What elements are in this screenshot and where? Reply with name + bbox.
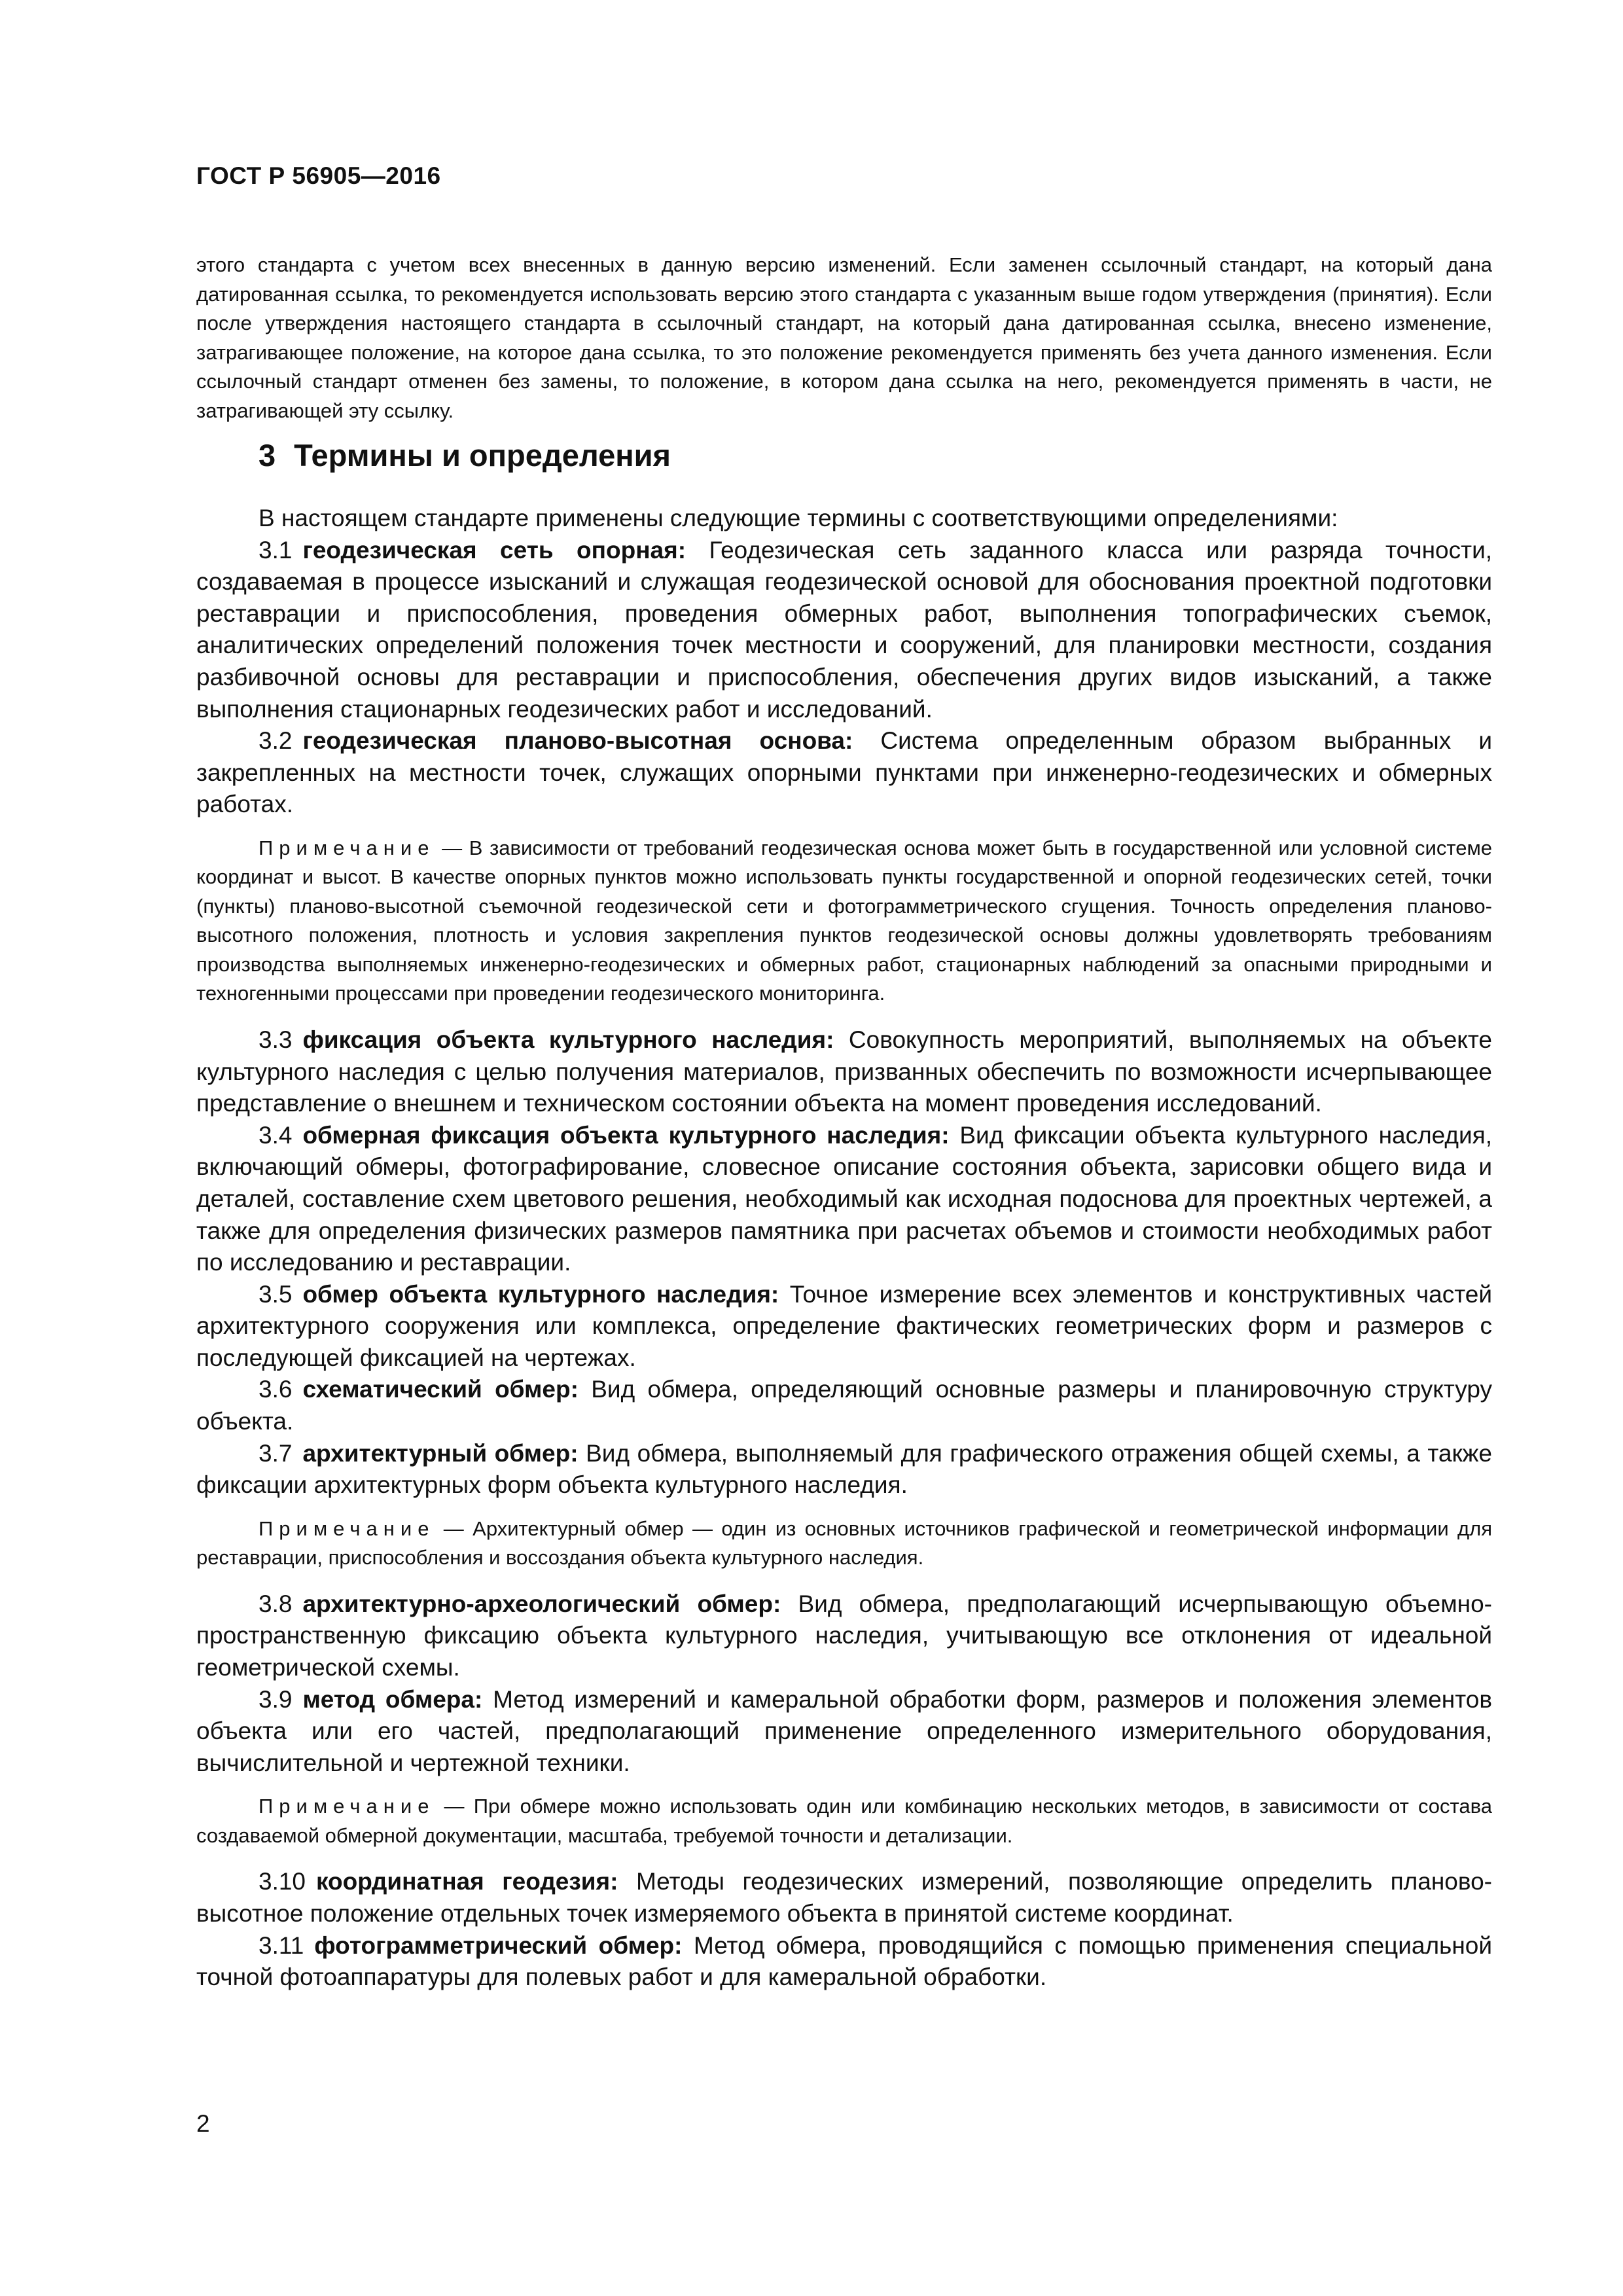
term-definition: Вид фиксации объекта культурного наследия, включающий обмеры, фотографирование, словесное описание состояния объекта, зарисовки общего вида и деталей, составление схем цветового решения, необходимый как исходная подоснова для проектных чертежей, а также для определения физических размеров памятника при расчетах объемов и стоимости необходимых работ по исследованию и реставрации.	[196, 1121, 1493, 1276]
term-3-10	[196, 1866, 1492, 1929]
term-3-11	[196, 1930, 1492, 1994]
section-heading	[259, 437, 671, 473]
term-definition: Вид обмера, выполняемый для графического отражения общей схемы, а также фиксации архитектурных форм объекта культурного наследия.	[196, 1439, 1492, 1499]
note-label: Примечание	[259, 836, 435, 859]
term-number: 3.7	[259, 1439, 293, 1467]
term-name: фиксация объекта культурного наследия:	[302, 1026, 834, 1053]
lead-paragraph: В настоящем стандарте применены следующие термины с соответствующими определениями:	[259, 505, 1338, 531]
term-name: координатная геодезия:	[316, 1868, 618, 1895]
term-3-1	[196, 535, 1492, 726]
term-definition: Система определенным образом выбранных и закрепленных на местности точек, служащих опорными пунктами при инженерно-геодезических и обмерных работах.	[196, 727, 1493, 818]
note-dash: —	[435, 1516, 473, 1540]
term-number: 3.9	[259, 1685, 293, 1713]
term-3-9	[196, 1684, 1492, 1780]
term-3-4	[196, 1120, 1492, 1279]
terms-body	[196, 503, 1492, 1994]
section-number: 3	[259, 438, 276, 473]
term-number: 3.8	[259, 1590, 293, 1617]
note-label: Примечание	[259, 1795, 435, 1818]
note-text: В зависимости от требований геодезическая основа может быть в государственной или условной системе координат и высот. В качестве опорных пунктов можно использовать пункты государственной и опорной геодезических сетей, точки (пункты) планово-высотной съемочной геодезической сети и фотограмметрического сгущения. Точность определения планово-высотного положения, плотность и условия закрепления пунктов геодезической основы должны удовлетворять требованиям производства выполняемых инженерно-геодезических и обмерных работ, стационарных наблюдений за опасными природными и техногенными процессами при проведении геодезического мониторинга.	[196, 836, 1492, 1005]
term-number: 3.5	[259, 1280, 293, 1308]
term-3-8	[196, 1588, 1492, 1684]
document-code-header: ГОСТ Р 56905—2016	[196, 162, 441, 189]
term-3-7	[196, 1438, 1492, 1501]
term-name: геодезическая сеть опорная:	[302, 536, 687, 564]
note-label: Примечание	[259, 1516, 435, 1540]
term-name: обмер объекта культурного наследия:	[302, 1280, 779, 1308]
term-number: 3.4	[259, 1121, 293, 1149]
term-name: метод обмера:	[302, 1685, 483, 1713]
term-name: архитектурный обмер:	[302, 1439, 579, 1467]
term-number: 3.10	[259, 1868, 306, 1895]
term-3-3	[196, 1024, 1492, 1120]
note-text: При обмере можно использовать один или комбинацию нескольких методов, в зависимости от состава создаваемой обмерной документации, масштаба, требуемой точности и детализации.	[196, 1795, 1492, 1847]
term-number: 3.11	[259, 1931, 304, 1959]
term-number: 3.3	[259, 1026, 293, 1053]
term-definition: Геодезическая сеть заданного класса или разряда точности, создаваемая в процессе изысканий и служащая геодезической основой для обоснования проектной подготовки реставрации и приспособления, проведения обмерных работ, выполнения топографических съемок, аналитических определений положения точек местности и сооружений, для планировки местности, создания разбивочной основы для реставрации и приспособления, обеспечения других видов изысканий, а также выполнения стационарных геодезических работ и исследований.	[196, 536, 1493, 723]
term-definition: Метод измерений и камеральной обработки форм, размеров и положения элементов объекта или его частей, предполагающий применение определенного измерительного оборудования, вычислительной и чертежной техники.	[196, 1685, 1492, 1776]
term-definition: Точное измерение всех элементов и конструктивных частей архитектурного сооружения или комплекса, определение фактических геометрических форм и размеров с последующей фиксацией на чертежах.	[196, 1280, 1493, 1371]
intro-paragraph: этого стандарта с учетом всех внесенных в данную версию изменений. Если заменен ссылочный стандарт, на который дана датированная ссылка, то рекомендуется использовать версию этого стандарта с указанным выше годом утверждения (принятия). Если после утверждения настоящего стандарта в ссылочный стандарт, на который дана датированная ссылка, внесено изменение, затрагивающее положение, на которое дана ссылка, то это положение рекомендуется применять без учета данного изменения. Если ссылочный стандарт отменен без замены, то положение, в котором дана ссылка на него, рекомендуется применять в части, не затрагивающей эту ссылку.	[196, 253, 1492, 422]
note-text: Архитектурный обмер — один из основных источников графической и геометрической информации для реставрации, приспособления и воссоздания объекта культурного наследия.	[196, 1516, 1492, 1570]
term-definition: Совокупность мероприятий, выполняемых на объекте культурного наследия с целью получения материалов, призванных обеспечить по возможности исчерпывающее представление о внешнем и техническом состоянии объекта на момент проведения исследований.	[196, 1026, 1492, 1117]
term-name: геодезическая планово-высотная основа:	[302, 727, 853, 755]
section-title: Термины и определения	[294, 438, 671, 473]
term-number: 3.1	[259, 536, 293, 564]
document-page	[196, 0, 1492, 2296]
term-name: фотограмметрический обмер:	[314, 1931, 683, 1959]
note-3-7	[196, 1515, 1492, 1573]
term-definition: Метод обмера, проводящийся с помощью применения специальной точной фотоаппаратуры для полевых работ и для камеральной обработки.	[196, 1931, 1493, 1991]
note-dash: —	[435, 836, 469, 859]
note-3-9	[196, 1792, 1492, 1850]
term-3-5	[196, 1279, 1492, 1374]
page-number: 2	[196, 2110, 210, 2137]
term-number: 3.2	[259, 727, 293, 755]
term-name: архитектурно-археологический обмер:	[302, 1590, 781, 1617]
note-3-2	[196, 834, 1492, 1009]
term-3-6	[196, 1374, 1492, 1437]
term-name: схематический обмер:	[302, 1376, 579, 1403]
term-name: обмерная фиксация объекта культурного наследия:	[302, 1121, 950, 1149]
term-3-2	[196, 725, 1492, 821]
term-definition: Методы геодезических измерений, позволяющие определить планово-высотное положение отдельных точек измеряемого объекта в принятой системе координат.	[196, 1868, 1493, 1927]
term-definition: Вид обмера, определяющий основные размеры и планировочную структуру объекта.	[196, 1376, 1493, 1435]
term-number: 3.6	[259, 1376, 293, 1403]
note-dash: —	[435, 1795, 474, 1818]
term-definition: Вид обмера, предполагающий исчерпывающую объемно-пространственную фиксацию объекта культурного наследия, учитывающую все отклонения от идеальной геометрической схемы.	[196, 1590, 1493, 1681]
